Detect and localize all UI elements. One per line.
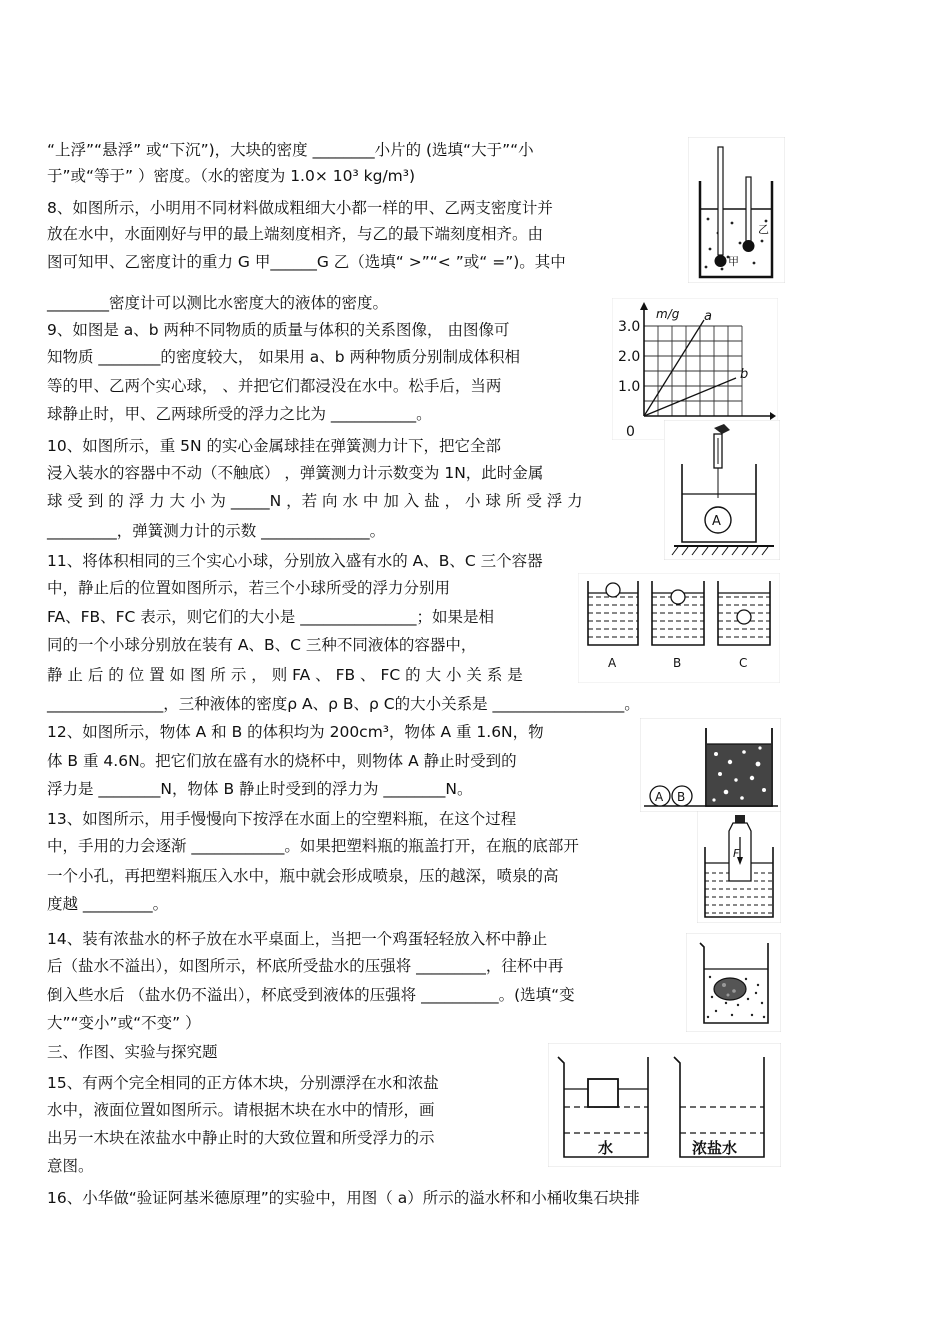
text-line: “上浮”“悬浮” 或“下沉”)，大块的密度 ________小片的 (选填“大于”“小 (47, 141, 534, 159)
text-line: 一个小孔，再把塑料瓶压入水中，瓶中就会形成喷泉，压的越深，喷泉的高 (47, 867, 559, 885)
text-line: 球静止时，甲、乙两球所受的浮力之比为 ___________。 (47, 405, 432, 423)
text-line: 后（盐水不溢出），如图所示，杯底所受盐水的压强将 _________，往杯中再 (47, 957, 564, 975)
q15-label-water: 水 (598, 1139, 614, 1157)
q9-tick: 0 (626, 424, 635, 440)
q8-label-yi: 乙 (758, 223, 769, 236)
text-line: 放在水中，水面刚好与甲的最上端刻度相齐，与乙的最下端刻度相齐。由 (47, 225, 544, 243)
q13-force-label: F (733, 847, 740, 860)
text-line: 出另一木块在浓盐水中静止时的大致位置和所受浮力的示 (47, 1129, 435, 1147)
text-line: 10、如图所示，重 5N 的实心金属球挂在弹簧测力计下，把它全部 (47, 437, 502, 455)
text-line: 球 受 到 的 浮 力 大 小 为 _____N ，若 向 水 中 加 入 盐 ， 小 球 所 受 浮 力 (47, 492, 583, 510)
text-line: 等的甲、乙两个实心球， 、并把它们都浸没在水中。松手后，当两 (47, 377, 502, 395)
q9-ylabel: m/g (656, 307, 680, 321)
text-line: 倒入些水后 （盐水仍不溢出），杯底受到液体的压强将 __________。(选填“变 (47, 986, 575, 1004)
q9-tick: 3.0 (618, 319, 641, 335)
q12-ball-b: B (677, 790, 686, 804)
q9-tick: 1.0 (618, 379, 641, 395)
q8-label-jia: 甲 (728, 255, 739, 268)
text-line: 大”“变小”或“不变” ） (47, 1014, 201, 1032)
text-line: 浸入装水的容器中不动（不触底） ，弹簧测力计示数变为 1N，此时金属 (47, 464, 544, 482)
text-line: 知物质 ________的密度较大， 如果用 a、b 两种物质分别制成体积相 (47, 348, 521, 366)
text-line: 同的一个小球分别放在装有 A、B、C 三种不同液体的容器中， (47, 636, 477, 654)
q8-density-meter-figure (688, 137, 785, 283)
text-line: 9、如图是 a、b 两种不同物质的质量与体积的关系图像， 由图像可 (47, 321, 510, 339)
q13-bottle-figure (697, 811, 781, 923)
text-line: 三、作图、实验与探究题 (47, 1043, 218, 1061)
text-line: 浮力是 ________N，物体 B 静止时受到的浮力为 ________N。 (47, 780, 473, 798)
q15-label-salt-water: 浓盐水 (692, 1139, 738, 1157)
q14-egg-beaker-figure (686, 933, 781, 1032)
text-line: 12、如图所示，物体 A 和 B 的体积均为 200cm³，物体 A 重 1.6N，物 (47, 723, 544, 741)
q11-label-a: A (608, 656, 617, 670)
text-line: 中，静止后的位置如图所示，若三个小球所受的浮力分别用 (47, 579, 451, 597)
text-line: 13、如图所示，用手慢慢向下按浮在水面上的空塑料瓶，在这个过程 (47, 810, 517, 828)
text-line: 度越 _________。 (47, 895, 169, 913)
text-line: 体 B 重 4.6N。把它们放在盛有水的烧杯中，则物体 A 静止时受到的 (47, 752, 517, 770)
text-line: 静 止 后 的 位 置 如 图 所 示 ， 则 FA 、 FB 、 FC 的 大 小 关 系 是 (47, 666, 523, 684)
q15-two-beakers-figure (548, 1043, 781, 1167)
text-line: 意图。 (47, 1157, 94, 1175)
text-line: _________，弹簧测力计的示数 ______________。 (47, 522, 386, 540)
q12-balls-beaker-figure (640, 718, 781, 812)
text-line: 于”或“等于” ）密度。（水的密度为 1.0× 10³ kg/m³) (47, 167, 416, 185)
text-line: 中，手用的力会逐渐 ____________。如果把塑料瓶的瓶盖打开，在瓶的底部开 (47, 837, 579, 855)
text-line: 15、有两个完全相同的正方体木块，分别漂浮在水和浓盐 (47, 1074, 439, 1092)
q9-series-a: a (704, 309, 712, 324)
text-line: 8、如图所示，小明用不同材料做成粗细大小都一样的甲、乙两支密度计并 (47, 199, 553, 217)
q9-series-b: b (740, 367, 749, 382)
q9-tick: 2.0 (618, 349, 641, 365)
text-line: FA、FB、FC 表示，则它们的大小是 _______________；如果是相 (47, 608, 494, 626)
text-line: ________密度计可以测比水密度大的液体的密度。 (47, 294, 389, 312)
text-line: _______________，三种液体的密度ρ A、ρ B、ρ C的大小关系是 _________________。 (47, 695, 640, 713)
text-line: 16、小华做“验证阿基米德原理”的实验中，用图（ a）所示的溢水杯和小桶收集石块排 (47, 1189, 640, 1207)
text-line: 11、将体积相同的三个实心小球，分别放入盛有水的 A、B、C 三个容器 (47, 552, 543, 570)
text-line: 图可知甲、乙密度计的重力 G 甲______G 乙（选填“ >”“< ”或“ =”)。其中 (47, 253, 566, 271)
q11-three-containers-figure (578, 573, 780, 683)
q12-ball-a: A (655, 790, 664, 804)
q10-spring-scale-figure (664, 420, 780, 560)
q11-label-b: B (673, 656, 682, 670)
q10-ball-label: A (712, 514, 721, 529)
q9-mass-volume-graph (612, 298, 778, 440)
text-line: 水中，液面位置如图所示。请根据木块在水中的情形，画 (47, 1101, 435, 1119)
text-line: 14、装有浓盐水的杯子放在水平桌面上，当把一个鸡蛋轻轻放入杯中静止 (47, 930, 548, 948)
q11-label-c: C (739, 656, 748, 670)
